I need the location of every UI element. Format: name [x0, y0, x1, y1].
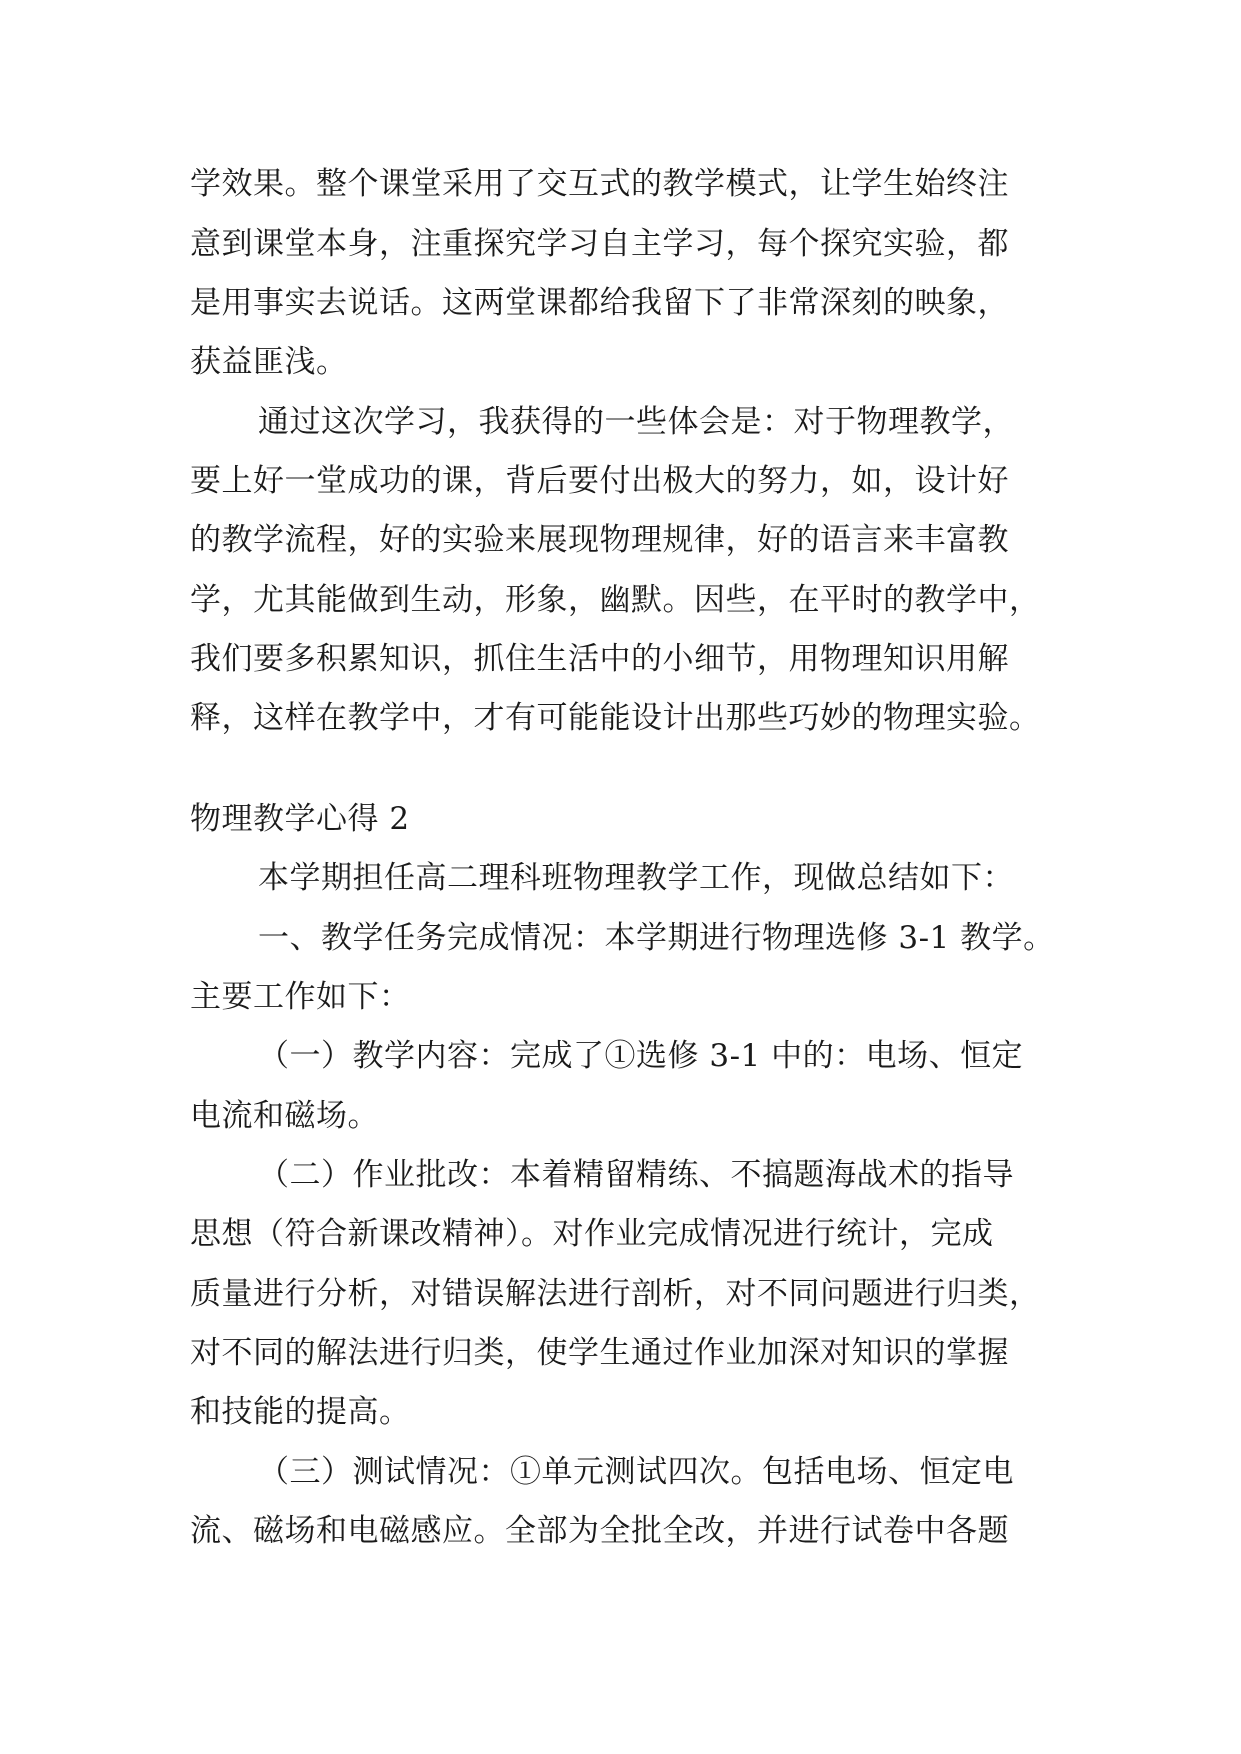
- item-1-1-line: （一）教学内容：完成了①选修 3-1 中的：电场、恒定: [258, 1038, 1024, 1074]
- item-1-3-line: （三）测试情况：①单元测试四次。包括电场、恒定电: [258, 1454, 1014, 1490]
- paragraph-2-line: 的教学流程，好的实验来展现物理规律，好的语言来丰富教: [190, 522, 1009, 558]
- item-1-2-line: 质量进行分析，对错误解法进行剖析，对不同问题进行归类，: [190, 1276, 1041, 1312]
- paragraph-2-line: 通过这次学习，我获得的一些体会是：对于物理教学，: [258, 404, 1014, 440]
- item-1-2-line: 思想（符合新课改精神）。对作业完成情况进行统计，完成: [190, 1216, 994, 1252]
- paragraph-2-line: 我们要多积累知识，抓住生活中的小细节，用物理知识用解: [190, 641, 1009, 677]
- paragraph-1-line: 获益匪浅。: [190, 344, 348, 380]
- paragraph-2-line: 学，尤其能做到生动，形象，幽默。因些，在平时的教学中，: [190, 582, 1041, 618]
- item-1-line: 一、教学任务完成情况：本学期进行物理选修 3-1 教学。: [258, 920, 1055, 956]
- section-title: 物理教学心得 2: [190, 801, 410, 837]
- item-1-line: 主要工作如下：: [190, 979, 411, 1015]
- item-1-2-line: 对不同的解法进行归类，使学生通过作业加深对知识的掌握: [190, 1335, 1009, 1371]
- paragraph-1-line: 学效果。整个课堂采用了交互式的教学模式，让学生始终注: [190, 166, 1009, 202]
- item-1-2-line: （二）作业批改：本着精留精练、不搞题海战术的指导: [258, 1157, 1014, 1193]
- paragraph-2-line: 释，这样在教学中，才有可能能设计出那些巧妙的物理实验。: [190, 700, 1041, 736]
- paragraph-1-line: 意到课堂本身，注重探究学习自主学习，每个探究实验，都: [190, 226, 1009, 262]
- item-1-2-line: 和技能的提高。: [190, 1394, 411, 1430]
- item-1-3-line: 流、磁场和电磁感应。全部为全批全改，并进行试卷中各题: [190, 1513, 1009, 1549]
- paragraph-1-line: 是用事实去说话。这两堂课都给我留下了非常深刻的映象，: [190, 285, 1009, 321]
- intro-line: 本学期担任高二理科班物理教学工作，现做总结如下：: [258, 860, 1014, 896]
- item-1-1-line: 电流和磁场。: [190, 1098, 379, 1134]
- paragraph-2-line: 要上好一堂成功的课，背后要付出极大的努力，如，设计好: [190, 463, 1009, 499]
